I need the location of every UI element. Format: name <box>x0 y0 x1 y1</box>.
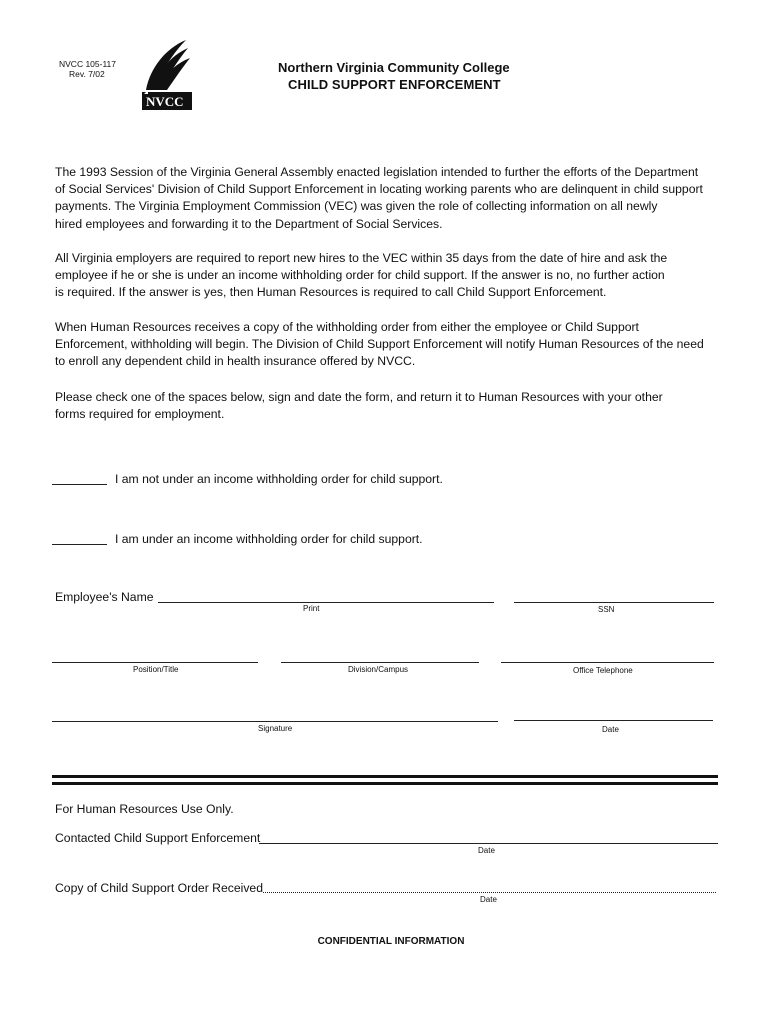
copy-date-caption: Date <box>480 895 497 904</box>
ssn-caption: SSN <box>598 605 615 614</box>
section-divider-top <box>52 775 718 778</box>
hr-use-heading: For Human Resources Use Only. <box>55 802 234 816</box>
confidential-notice: CONFIDENTIAL INFORMATION <box>317 936 465 947</box>
employee-name-field[interactable] <box>158 602 494 603</box>
form-revision: Rev. 7/02 <box>69 69 105 79</box>
paragraph-legislation <box>55 164 725 233</box>
form-code <box>59 59 116 79</box>
college-name: Northern Virginia Community College <box>278 60 510 75</box>
office-phone-caption: Office Telephone <box>573 666 633 675</box>
nvcc-logo <box>140 38 194 112</box>
office-phone-field[interactable] <box>501 662 714 663</box>
position-field[interactable] <box>52 662 258 663</box>
option-not-under-blank[interactable] <box>52 484 107 485</box>
paragraph-line: The 1993 Session of the Virginia General Assembly enacted legislation intended to further the efforts of the Department <box>55 165 699 179</box>
paragraph-line: When Human Resources receives a copy of the withholding order from either the employee or Child Support <box>55 320 639 334</box>
signature-date-caption: Date <box>602 725 619 734</box>
print-caption: Print <box>303 604 320 613</box>
paragraph-line: to enroll any dependent child in health insurance offered by NVCC. <box>55 354 416 369</box>
contacted-field[interactable] <box>259 843 718 844</box>
division-caption: Division/Campus <box>348 665 409 674</box>
paragraph-reporting <box>55 250 725 302</box>
logo-text: NVCC <box>146 94 184 109</box>
option-under-blank[interactable] <box>52 544 107 545</box>
paragraph-withholding <box>55 319 725 371</box>
signature-caption: Signature <box>258 724 293 733</box>
division-field[interactable] <box>281 662 479 663</box>
section-divider-bottom <box>52 782 718 785</box>
option-under-label: I am under an income withholding order for child support. <box>115 532 423 546</box>
ssn-field[interactable] <box>514 602 714 603</box>
option-not-under-label: I am not under an income withholding order for child support. <box>115 472 443 486</box>
paragraph-line: is required. If the answer is yes, then Human Resources is required to call Child Support Enforcement. <box>55 285 607 300</box>
contacted-date-caption: Date <box>478 846 495 855</box>
paragraph-line: All Virginia employers are required to report new hires to the VEC within 35 days from the date of hire and ask the <box>55 251 668 265</box>
signature-date-field[interactable] <box>514 720 713 721</box>
signature-field[interactable] <box>52 721 498 722</box>
copy-received-field[interactable] <box>263 892 716 893</box>
paragraph-line: Please check one of the spaces below, sign and date the form, and return it to Human Resources with your other <box>55 390 663 404</box>
paragraph-line: of Social Services' Division of Child Support Enforcement in locating working parents who are delinquent in child support <box>55 182 703 197</box>
form-number: NVCC 105-117 <box>59 59 117 69</box>
paragraph-line: hired employees and forwarding it to the Department of Social Services. <box>55 216 443 231</box>
paragraph-line: Enforcement, withholding will begin. The Division of Child Support Enforcement will notify Human Resources of the need <box>55 337 704 352</box>
paragraph-line: forms required for employment. <box>55 407 225 422</box>
paragraph-instructions <box>55 389 725 423</box>
paragraph-line: payments. The Virginia Employment Commission (VEC) was given the role of collecting information on all newly <box>55 199 658 214</box>
position-caption: Position/Title <box>133 665 179 674</box>
employee-name-label: Employee's Name <box>55 590 154 604</box>
form-title: CHILD SUPPORT ENFORCEMENT <box>288 77 501 92</box>
paragraph-line: employee if he or she is under an income withholding order for child support. If the answer is no, no further action <box>55 268 665 283</box>
contacted-label: Contacted Child Support Enforcement <box>55 831 261 845</box>
copy-received-label: Copy of Child Support Order Received <box>55 881 263 895</box>
